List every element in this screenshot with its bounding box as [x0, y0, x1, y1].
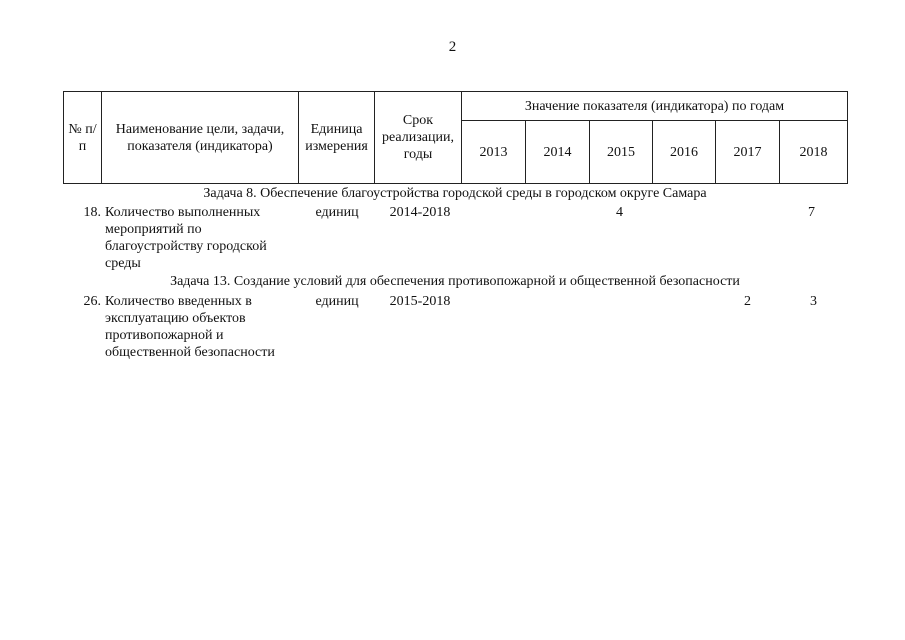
- header-year-2013: 2013: [462, 121, 526, 184]
- row-number: 18.: [83, 205, 101, 220]
- row-value-2015: 4: [616, 205, 623, 220]
- header-col-term: Срок реализации, годы: [375, 92, 462, 184]
- header-col-number: № п/п: [64, 92, 102, 184]
- row-indicator-name: Количество выполненных мероприятий по благоустройству городской среды: [105, 205, 267, 271]
- header-year-2017: 2017: [716, 121, 780, 184]
- header-col-name: Наименование цели, задачи, показателя (индикатора): [102, 92, 299, 184]
- row-term: 2015-2018: [389, 294, 451, 309]
- header-year-2018: 2018: [780, 121, 848, 184]
- row-number: 26.: [83, 294, 101, 309]
- indicator-table-header: [63, 91, 848, 184]
- header-col-unit: Единица измерения: [299, 92, 375, 184]
- row-value-2018: 3: [810, 294, 817, 309]
- header-year-2016: 2016: [653, 121, 716, 184]
- row-indicator-name: Количество введенных в эксплуатацию объектов противопожарной и общественной безопасности: [105, 294, 275, 360]
- row-term: 2014-2018: [389, 205, 451, 220]
- row-value-2017: 2: [744, 294, 751, 309]
- row-unit: единиц: [315, 294, 359, 309]
- row-unit: единиц: [315, 205, 359, 220]
- header-year-2015: 2015: [590, 121, 653, 184]
- section-title-task-13: Задача 13. Создание условий для обеспечения противопожарной и общественной безопасности: [170, 274, 740, 289]
- page-number: 2: [448, 39, 457, 55]
- header-year-2014: 2014: [526, 121, 590, 184]
- header-col-values-group: Значение показателя (индикатора) по годам: [462, 92, 848, 121]
- section-title-task-8: Задача 8. Обеспечение благоустройства городской среды в городском округе Самара: [203, 186, 707, 201]
- row-value-2018: 7: [808, 205, 815, 220]
